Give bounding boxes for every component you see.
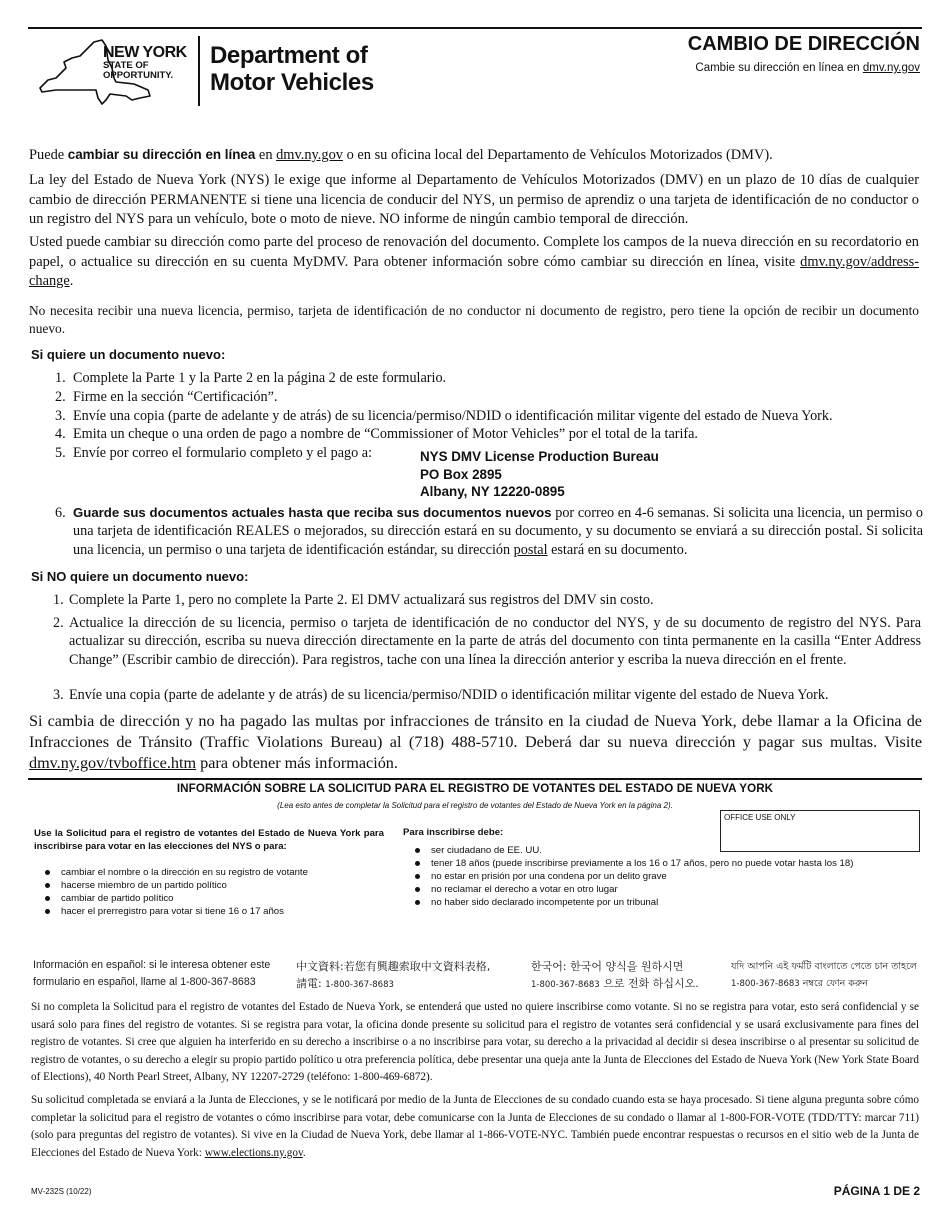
intro-paragraph-1 (29, 145, 919, 166)
form-id: MV-232S (10/22) (31, 1187, 92, 1196)
no-doc-item-1-num: 1. (53, 592, 64, 608)
no-doc-item-1-text: Complete la Parte 1, pero no complete la Parte 2. El DMV actualizará sus registros del DMV sin costo. (69, 592, 654, 608)
logo-text (103, 45, 187, 81)
voter-section-title: INFORMACIÓN SOBRE LA SOLICITUD PARA EL REGISTRO DE VOTANTES DEL ESTADO DE NUEVA YORK (176, 782, 774, 795)
new-doc-item-4-text: Emita un cheque o una orden de pago a nombre de “Commissioner of Motor Vehicles” por el total de la tarifa. (73, 426, 698, 442)
mailing-address-line-1: NYS DMV License Production Bureau (420, 449, 659, 464)
new-doc-item-4 (55, 425, 925, 444)
mailing-address-line-2: PO Box 2895 (420, 466, 502, 482)
voter-submission-text-a: Su solicitud completada se enviará a la Junta de Elecciones, y se le notificará por medio de la Junta de Elecciones de su condado cuando esta se haya procesado. Si tiene alguna pregunta sobre cómo completar la solicitud para el registro de votantes o cómo inscribirse para votar, debe comunicarse con la Junta de Elecciones de su condado o llamar al 1-800-FOR-VOTE (TDD/TTY: marcar 711) (solo para preguntas del registro de votantes). Si vive en la Ciudad de Nueva York, debe llamar al 1-866-VOTE-NYC. También puede encontrar respuestas o recursos en el sitio web de la Junta de Elecciones del Estado de Nueva York: (31, 1094, 919, 1159)
new-doc-item-3-num: 3. (55, 408, 66, 424)
intro-p1-c: en (255, 147, 277, 163)
new-doc-item-2-num: 2. (55, 389, 66, 405)
mailing-address-line-3: Albany, NY 12220-0895 (420, 484, 565, 499)
page-number: PÁGINA 1 DE 2 (833, 1184, 920, 1198)
no-doc-item-2 (53, 614, 923, 688)
list-item: no haber sido declarado incompetente por un tribunal (413, 896, 913, 909)
new-doc-item-6-a: por correo en 4-6 semanas. Si solicita una licencia, un permiso o una tarjeta de identificación REALES o mejorados, su dirección estará en su documento, y su documento se enviará a su dirección postal. Si solicita una licencia, un permiso o una tarjeta de identificación estándar, su dirección (73, 505, 923, 558)
intro-p3-a: Usted puede cambiar su dirección como parte del proceso de renovación del documento. Complete los campos de la nueva dirección en su recordatorio en papel, o actualice su dirección en su cuenta MyDMV. Para obtener información sobre cómo cambiar su dirección en línea, visite (29, 234, 919, 270)
form-subtitle (695, 62, 920, 74)
dmv-name (210, 42, 374, 96)
new-doc-item-4-num: 4. (55, 426, 66, 442)
logo-state-of: STATE OF (103, 60, 149, 71)
list-item: cambiar el nombre o la dirección en su registro de votante (43, 866, 383, 879)
voter-right-heading: Para inscribirse debe: (403, 827, 504, 838)
language-korean-line-2 (531, 975, 699, 994)
list-item: cambiar de partido político (43, 892, 383, 905)
new-doc-item-3-text: Envíe una copia (parte de adelante y de atrás) de su licencia/permiso/NDID o identificación militar vigente del estado de Nueva York. (73, 408, 833, 424)
logo-new-york: NEW YORK (103, 44, 187, 61)
intro-p1-d: o en su oficina local del Departamento de Vehículos Motorizados (DMV). (343, 147, 773, 163)
voter-section-note: (Lea esto antes de completar la Solicitud para el registro de votantes del Estado de Nueva York en la página 2). (277, 801, 673, 810)
language-bengali-phone: 1-800-367-8683 (731, 979, 800, 989)
list-item: no estar en prisión por una condena por un delito grave (413, 870, 913, 883)
language-chinese-call: 請電: (296, 977, 326, 990)
form-subtitle-link[interactable]: dmv.ny.gov (862, 62, 920, 74)
no-doc-item-2-num: 2. (53, 615, 64, 631)
traffic-text-b: para obtener más información. (196, 754, 398, 772)
voter-left-list (43, 866, 383, 918)
new-doc-item-1-text: Complete la Parte 1 y la Parte 2 en la página 2 de este formulario. (73, 370, 447, 386)
dmv-name-line2: Motor Vehicles (210, 69, 374, 96)
logo-divider (198, 36, 200, 106)
form-title: CAMBIO DE DIRECCIÓN (687, 33, 920, 55)
mailing-address (420, 448, 659, 501)
no-doc-item-2-text: Actualice la dirección de su licencia, permiso o tarjeta de identificación de no conductor del NYS, y de su documento de registro del NYS. Para actualizar su dirección, escriba su nueva dirección directamente en la parte de atrás del documento con tinta permanente en la casilla “Enter Address Change” (Escribir cambio de dirección). Para registros, tache con una línea la dirección anterior y escriba la nueva dirección en el frente. (69, 615, 921, 668)
new-doc-item-6-bold: Guarde sus documentos actuales hasta que reciba sus documentos nuevos (73, 505, 552, 520)
no-doc-item-3 (53, 686, 923, 705)
language-bengali-call: নম্বরে ফোন করুন (799, 978, 868, 989)
new-doc-item-5-num: 5. (55, 445, 66, 461)
list-item: tener 18 años (puede inscribirse previamente a los 16 o 17 años, pero no puede votar hasta los 18) (413, 857, 913, 870)
new-doc-item-5 (55, 444, 425, 463)
new-doc-item-5-text: Envíe por correo el formulario completo y el pago a: (73, 445, 373, 461)
new-doc-item-2-text: Firme en la sección “Certificación”. (73, 389, 278, 405)
address-change-link[interactable]: dmv.ny.gov/address-change (29, 253, 919, 289)
language-korean-call: 으로 전화 하십시오. (599, 977, 699, 990)
no-new-document-heading: Si NO quiere un documento nuevo: (31, 569, 249, 584)
intro-p1-link[interactable]: dmv.ny.gov (276, 147, 343, 163)
intro-paragraph-4: No necesita recibir una nueva licencia, permiso, tarjeta de identificación de no conductor ni documento de registro, pero tiene la opción de recibir un documento nuevo. (29, 303, 919, 336)
no-doc-item-3-text: Envíe una copia (parte de adelante y de atrás) de su licencia/permiso/NDID o identificación militar vigente del estado de Nueva York. (69, 687, 829, 703)
list-item: no reclamar el derecho a votar en otro lugar (413, 883, 913, 896)
intro-p1-a: Puede (29, 147, 68, 163)
language-korean-phone: 1-800-367-8683 (531, 980, 600, 990)
form-subtitle-text: Cambie su dirección en línea en (695, 62, 863, 74)
new-doc-item-6-num: 6. (55, 505, 66, 521)
list-item: hacer el prerregistro para votar si tiene 16 o 17 años (43, 905, 383, 918)
new-doc-item-1 (55, 369, 925, 388)
list-item: hacerse miembro de un partido político (43, 879, 383, 892)
intro-paragraph-3 (29, 233, 919, 292)
voter-submission-paragraph (31, 1092, 919, 1162)
language-bengali-line-2 (731, 975, 917, 993)
intro-paragraph-2: La ley del Estado de Nueva York (NYS) le exige que informe al Departamento de Vehículos Motorizados (DMV) en un plazo de 10 días de cualquier cambio de dirección PERMANENTE si tiene una licencia de conducir del NYS, un permiso de aprendiz o una tarjeta de identificación de no conductor o un registro del NYS para un vehículo, bote o moto de nieve. NO informe de ningún cambio temporal de dirección. (29, 172, 919, 227)
new-doc-item-6-b: estará en su documento. (547, 541, 688, 558)
language-korean-line-1: 한국어: 한국어 양식을 원하시면 (531, 960, 684, 973)
language-korean (531, 958, 699, 994)
voter-privacy-paragraph: Si no completa la Solicitud para el registro de votantes del Estado de Nueva York, se entenderá que usted no quiere inscribirse como votante. Si no se registra para votar, esto será confidencial y se usará solo para fines del registro de votantes. Si se registra para votar, la oficina donde presente su solicitud para el registro de votantes será confidencial y se usará exclusivamente para fines del registro de votantes. Si cree que alguien ha interferido en su derecho a inscribirse o a no inscribirse para votar, su derecho a la privacidad al decidir si desea inscribirse o al presentar su solicitud de registro de votantes, o su derecho a elegir su propio partido político u otra preferencia política, debe presentar una queja ante la Junta de Elecciones del Estado de Nueva York (New York State Board of Elections), 40 North Pearl Street, Albany, NY 12207-2729 (teléfono: 1-800-469-6872). (31, 1001, 919, 1084)
voter-left-heading: Use la Solicitud para el registro de votantes del Estado de Nueva York para inscribirse para votar en las elecciones del NYS o para: (34, 828, 384, 852)
new-doc-item-6-postal: postal (513, 541, 548, 558)
office-use-only-label: OFFICE USE ONLY (724, 813, 796, 822)
logo-opportunity: OPPORTUNITY. (103, 70, 174, 81)
new-doc-item-2 (55, 388, 925, 407)
language-chinese-line-1: 中文資料:若您有興趣索取中文資料表格, (296, 960, 491, 973)
language-spanish-line-1: Información en español: si le interesa obtener este (33, 959, 271, 971)
intro-p3-b: . (69, 273, 74, 289)
intro-p1-bold: cambiar su dirección en línea (67, 147, 256, 162)
language-chinese-phone: 1-800-367-8683 (325, 980, 394, 990)
tvb-office-link[interactable]: dmv.ny.gov/tvboffice.htm (29, 754, 197, 772)
header-rule (28, 27, 922, 29)
traffic-text-a: Si cambia de dirección y no ha pagado las multas por infracciones de tránsito en la ciudad de Nueva York, debe llamar a la Oficina de Infracciones de Tránsito (Traffic Violations Bureau) al (718) 488-5710. Deberá dar su nueva dirección y pagar sus multas. Visite (29, 712, 922, 751)
dmv-name-line1: Department of (210, 42, 368, 69)
language-chinese-line-2 (296, 975, 490, 994)
no-doc-item-3-num: 3. (53, 687, 64, 703)
no-doc-item-1 (53, 591, 923, 610)
elections-website-link[interactable]: www.elections.ny.gov (204, 1146, 303, 1159)
traffic-violations-paragraph (29, 711, 922, 774)
language-bengali-line-1: যদি আপনি এই ফর্মটি বাংলাতে পেতে চান তাহলে (731, 961, 917, 972)
voter-section-rule (28, 778, 922, 780)
new-document-heading: Si quiere un documento nuevo: (31, 347, 226, 362)
language-bengali (731, 958, 917, 993)
list-item: ser ciudadano de EE. UU. (413, 844, 913, 857)
language-spanish (33, 957, 270, 991)
language-spanish-line-2: formulario en español, llame al 1-800-367-8683 (33, 976, 256, 988)
new-doc-item-6-text (73, 504, 923, 559)
voter-submission-text-b: . (302, 1146, 306, 1159)
new-doc-item-3 (55, 407, 925, 426)
new-doc-item-6 (55, 504, 925, 564)
language-chinese (296, 958, 490, 994)
voter-right-list (413, 844, 913, 909)
new-doc-item-1-num: 1. (55, 370, 66, 386)
